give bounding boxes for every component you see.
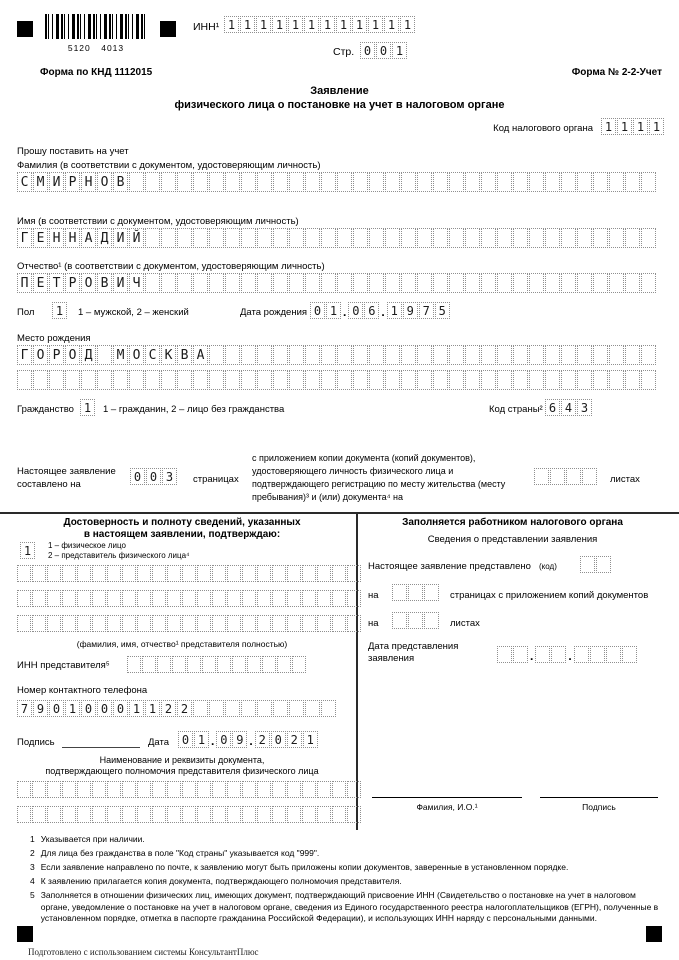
- date-separator: .: [530, 649, 534, 663]
- present-date-field[interactable]: [497, 646, 637, 663]
- representative-inn-field[interactable]: [127, 656, 306, 673]
- official-name-caption: Фамилия, И.О.¹: [416, 802, 478, 812]
- pages-count-field[interactable]: 0 0 3: [130, 468, 177, 485]
- sign-month-field[interactable]: 0 9: [216, 731, 247, 748]
- date-separator: .: [568, 649, 572, 663]
- footnote-2-marker: 2: [30, 848, 35, 858]
- presented-code-field[interactable]: [580, 556, 611, 573]
- citizenship-field[interactable]: 1: [80, 399, 95, 416]
- composed-label-line2: составлено на: [17, 479, 81, 490]
- birth-year-field[interactable]: 1 9 7 5: [387, 302, 450, 319]
- phone-label: Номер контактного телефона: [17, 685, 148, 696]
- date-separator: .: [381, 305, 385, 319]
- attachment-text: с приложением копии документа (копий документов), удостоверяющего личность физического лица и подтверждающего регистрацию по месту жительства (месту пребывания)³ и (или) документа⁴ на: [252, 453, 506, 502]
- footnote-2: [30, 848, 662, 860]
- official-on-word1: на: [368, 590, 379, 601]
- confirm-option2-label: 2 – представитель физического лица⁴: [48, 551, 190, 560]
- section-divider-horizontal: [0, 512, 679, 514]
- sign-date-field[interactable]: [178, 731, 318, 748]
- phone-field[interactable]: 7 9 0 1 0 0 0 1 1 2 2: [17, 700, 336, 717]
- birth-date-label: Дата рождения: [240, 307, 308, 318]
- present-day-field[interactable]: [497, 646, 528, 663]
- footnote-3-marker: 3: [30, 862, 35, 872]
- signature-line-left[interactable]: [62, 747, 140, 748]
- present-month-field[interactable]: [535, 646, 566, 663]
- sign-day-field[interactable]: 0 1: [178, 731, 209, 748]
- inn-field[interactable]: 1 1 1 1 1 1 1 1 1 1 1 1: [224, 16, 415, 33]
- confirm-code-field[interactable]: 1: [20, 542, 35, 559]
- form-title-line2: физического лица о постановке на учет в налоговом органе: [174, 99, 505, 111]
- official-name-signature-line[interactable]: [372, 797, 522, 798]
- sex-field[interactable]: 1: [52, 302, 67, 319]
- citizenship-options-label: 1 – гражданин, 2 – лицо без гражданства: [103, 404, 285, 415]
- present-date-label-line1: Дата представления: [368, 641, 459, 652]
- barcode-stripes: [45, 14, 147, 39]
- birth-place-label: Место рождения: [17, 333, 91, 344]
- footnote-4: [30, 876, 662, 888]
- authority-doc-caption-line1: Наименование и реквизиты документа,: [99, 755, 265, 765]
- confirm-heading-line2: в настоящем заявлении, подтверждаю:: [83, 529, 281, 540]
- footnote-3-text: Если заявление направлено по почте, к заявлению могут быть приложены копии документов, заверенные в установленном порядке.: [40, 862, 569, 872]
- representative-inn-label: ИНН представителя⁵: [17, 660, 110, 671]
- pages-word-label: страницах: [193, 474, 239, 485]
- present-date-label-line2: заявления: [368, 653, 415, 664]
- date-separator: .: [343, 305, 347, 319]
- official-pages-field[interactable]: [392, 584, 439, 601]
- footnote-5-text: Заполняется в отношении физических лиц, имеющих документ, подтверждающий присвоение ИНН (Свидетельство о постановке на учет в налоговом органе, уведомление о постановке на учет в налоговом органе, сведения из Единого государственного реестра налогоплательщиков (ЕГРН), полученные в установленном порядке, отметка в паспорте гражданина Российской Федерации), и использующих ИНН наряду с персональными данными.: [40, 890, 659, 923]
- patronymic-label: Отчество¹ (в соответствии с документом, удостоверяющим личность): [17, 261, 325, 272]
- official-sheets-text: листах: [450, 618, 480, 629]
- footnote-5-marker: 5: [30, 890, 35, 900]
- registration-mark-bottom-right: [646, 926, 662, 942]
- footnote-3: [30, 862, 662, 874]
- patronymic-field[interactable]: П Е Т Р О В И Ч: [17, 273, 656, 293]
- registration-mark-bottom-left: [17, 926, 33, 942]
- birth-place-field-row1[interactable]: Г О Р О Д М О С К В А: [17, 345, 656, 365]
- official-signature-caption: Подпись: [582, 802, 616, 812]
- request-label: Прошу поставить на учет: [17, 146, 129, 157]
- confirm-option1-label: 1 – физическое лицо: [48, 541, 126, 550]
- barcode: [45, 14, 147, 56]
- presented-label: Настоящее заявление представлено: [368, 561, 531, 572]
- form-title-line1: Заявление: [310, 85, 369, 97]
- firstname-label: Имя (в соответствии с документом, удостоверяющим личность): [17, 216, 299, 227]
- inn-label: ИНН¹: [193, 21, 220, 33]
- presented-code-hint: (код): [539, 562, 557, 571]
- representative-name-row1[interactable]: [17, 565, 361, 582]
- authority-doc-row2[interactable]: [17, 806, 361, 823]
- representative-name-caption: (фамилия, имя, отчество¹ представителя полностью): [76, 639, 288, 649]
- birth-day-field[interactable]: 0 1: [310, 302, 341, 319]
- footnote-5: [30, 890, 662, 925]
- present-year-field[interactable]: [574, 646, 637, 663]
- sex-label: Пол: [17, 307, 35, 318]
- form-number-label: Форма № 2-2-Учет: [571, 67, 662, 78]
- birth-month-field[interactable]: 0 6: [348, 302, 379, 319]
- footnote-1: [30, 834, 662, 846]
- page-number-label: Стр.: [333, 46, 355, 58]
- official-section-heading: Заполняется работником налогового органа: [402, 517, 623, 528]
- signature-label: Подпись: [17, 737, 55, 748]
- surname-label: Фамилия (в соответствии с документом, удостоверяющим личность): [17, 160, 321, 171]
- footnote-4-marker: 4: [30, 876, 35, 886]
- tax-authority-code-field[interactable]: 1 1 1 1: [601, 118, 664, 135]
- footnote-1-marker: 1: [30, 834, 35, 844]
- birth-place-field-row2[interactable]: [17, 370, 656, 390]
- country-code-label: Код страны²: [489, 404, 543, 415]
- date-separator: .: [249, 734, 253, 748]
- birth-date-field[interactable]: [310, 302, 450, 319]
- footnote-4-text: К заявлению прилагается копия документа, подтверждающего полномочия представителя.: [40, 876, 402, 886]
- confirm-heading-line1: Достоверность и полноту сведений, указанных: [63, 517, 301, 528]
- registration-mark-top-mid: [160, 21, 176, 37]
- footnote-1-text: Указывается при наличии.: [40, 834, 145, 844]
- official-signature-line[interactable]: [540, 797, 658, 798]
- sex-options-label: 1 – мужской, 2 – женский: [78, 307, 189, 318]
- official-section-subheading: Сведения о представлении заявления: [427, 534, 598, 545]
- sign-year-field[interactable]: 2 0 2 1: [255, 731, 318, 748]
- official-pages-text: страницах с приложением копий документов: [450, 590, 649, 601]
- credit-text: Подготовлено с использованием системы КонсультантПлюс: [28, 947, 259, 957]
- authority-doc-caption-line2: подтверждающего полномочия представителя физического лица: [45, 766, 319, 776]
- registration-mark-top-left: [17, 21, 33, 37]
- country-code-field[interactable]: 6 4 3: [545, 399, 592, 416]
- tax-authority-code-label: Код налогового органа: [493, 123, 593, 134]
- footnote-2-text: Для лица без гражданства в поле "Код страны" указывается код "999".: [40, 848, 320, 858]
- authority-doc-row1[interactable]: [17, 781, 361, 798]
- footnotes: [30, 834, 662, 925]
- date-separator: .: [211, 734, 215, 748]
- representative-name-row2[interactable]: [17, 590, 361, 607]
- citizenship-label: Гражданство: [17, 404, 74, 415]
- surname-field[interactable]: С М И Р Н О В: [17, 172, 656, 192]
- official-sheets-field[interactable]: [392, 612, 439, 629]
- representative-name-row3[interactable]: [17, 615, 361, 632]
- sheets-count-field[interactable]: [534, 468, 597, 485]
- sheets-word-label: листах: [610, 474, 640, 485]
- firstname-field[interactable]: Г Е Н Н А Д И Й: [17, 228, 656, 248]
- page-number-field[interactable]: 0 0 1: [360, 42, 407, 59]
- barcode-number-right: 4013: [98, 43, 127, 53]
- sign-date-label: Дата: [148, 737, 170, 748]
- barcode-number-left: 5120: [65, 43, 94, 53]
- composed-label-line1: Настоящее заявление: [17, 466, 116, 477]
- form-knd-label: Форма по КНД 1112015: [40, 67, 153, 78]
- official-on-word2: на: [368, 618, 379, 629]
